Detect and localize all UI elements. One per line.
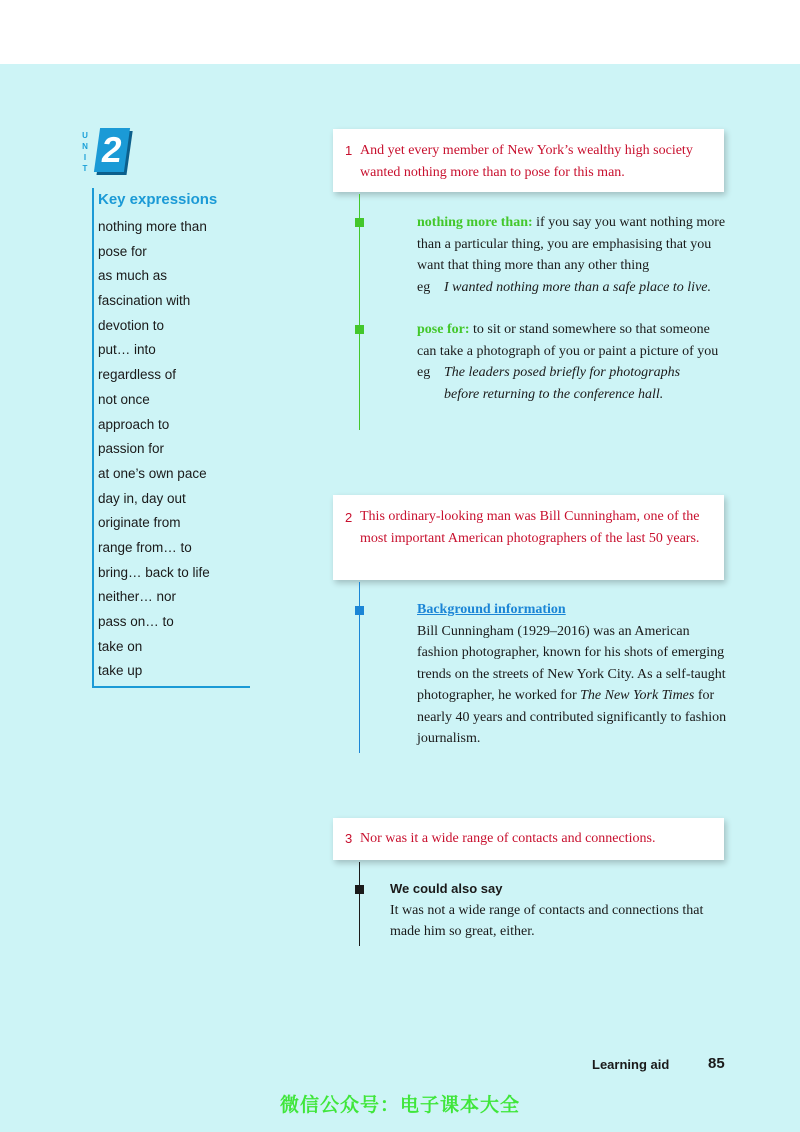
eg-label: eg xyxy=(417,279,431,295)
unit-letter: N xyxy=(82,142,88,151)
key-expression-item: nothing more than xyxy=(98,219,207,234)
background-info-title: Background information xyxy=(417,602,566,617)
sentence-text: Nor was it a wide range of contacts and connections. xyxy=(360,831,656,846)
unit-letter: I xyxy=(83,153,87,162)
sentence-number: 1 xyxy=(345,143,353,158)
key-expression-item: passion for xyxy=(98,441,165,457)
key-expression-item: as much as xyxy=(98,268,168,284)
bullet-marker xyxy=(355,606,364,615)
sentence-number: 2 xyxy=(345,510,353,525)
key-expression-item: take up xyxy=(98,663,143,679)
background-info-text: Bill Cunningham (1929–2016) was an American fashion photographer, known for his shots of emerging trends on the streets of New York City. As a self-taught photographer, he worked for xyxy=(417,623,726,703)
watermark-text: 微信公众号：电子课本大全 xyxy=(279,1094,520,1116)
key-expression-item: day in, day out xyxy=(98,490,186,506)
key-expression-item: devotion to xyxy=(98,317,165,333)
key-expression-item: range from… to xyxy=(98,539,192,555)
note-pose-for xyxy=(417,319,729,405)
key-expression-item: neither… nor xyxy=(98,589,177,605)
also-say-title: We could also say xyxy=(390,881,503,896)
key-expressions-list xyxy=(98,218,210,687)
footer-label: Learning aid xyxy=(592,1057,670,1072)
timeline-black xyxy=(359,862,360,946)
unit-label xyxy=(78,130,92,174)
page-number: 85 xyxy=(708,1055,725,1072)
bullet-marker xyxy=(355,325,364,334)
key-expression-item: originate from xyxy=(98,515,181,531)
timeline-green xyxy=(359,194,360,430)
note-example: I wanted nothing more than a safe place to live. xyxy=(444,279,711,295)
background-information xyxy=(417,599,731,750)
unit-letter: T xyxy=(82,164,88,173)
sentence-number: 3 xyxy=(345,831,353,846)
unit-number: 2 xyxy=(99,129,125,170)
key-expression-item: pass on… to xyxy=(98,614,174,629)
background-info-text-end: for nearly 40 years and contributed significantly to fashion journalism. xyxy=(417,688,727,746)
publication-name: The New York Times xyxy=(580,688,695,703)
key-expression-item: pose for xyxy=(98,243,147,259)
key-expression-item: fascination with xyxy=(98,293,191,309)
key-expression-item: take on xyxy=(98,638,143,654)
note-nothing-more-than xyxy=(417,212,729,298)
note-definition: if you say you want nothing more than a particular thing, you are emphasising that you want that thing more than any other thing xyxy=(417,215,726,273)
note-example-line1: The leaders posed briefly for photographs xyxy=(444,365,681,380)
eg-label: eg xyxy=(417,365,431,380)
key-expression-item: at one’s own pace xyxy=(98,465,207,481)
sentence-box-1 xyxy=(333,129,724,192)
unit-badge xyxy=(94,128,130,172)
key-expression-item: put… into xyxy=(98,342,156,358)
key-expressions-title: Key expressions xyxy=(98,191,218,208)
key-expression-item: bring… back to life xyxy=(98,564,210,580)
sentence-box-2 xyxy=(333,495,724,580)
also-say-text: It was not a wide range of contacts and connections that made him so great, either. xyxy=(390,902,704,939)
sentence-text: And yet every member of New York’s wealthy high society wanted nothing more than to pose for this man. xyxy=(360,143,693,180)
also-say-note xyxy=(390,878,730,943)
sentence-text: This ordinary-looking man was Bill Cunningham, one of the most important American photographers of the last 50 years. xyxy=(360,509,700,546)
bullet-marker xyxy=(355,218,364,227)
key-expression-item: approach to xyxy=(98,416,170,432)
sentence-box-3 xyxy=(333,818,724,860)
bullet-marker xyxy=(355,885,364,894)
unit-letter: U xyxy=(82,131,88,140)
key-expression-item: not once xyxy=(98,391,150,407)
key-expressions-panel xyxy=(92,188,250,688)
note-definition: to sit or stand somewhere so that someone can take a photograph of you or paint a picture of you xyxy=(417,322,719,359)
note-example-line2: before returning to the conference hall. xyxy=(444,386,664,402)
key-expression-item: regardless of xyxy=(98,367,177,383)
note-term: pose for: xyxy=(417,322,470,337)
note-term: nothing more than: xyxy=(417,215,533,230)
